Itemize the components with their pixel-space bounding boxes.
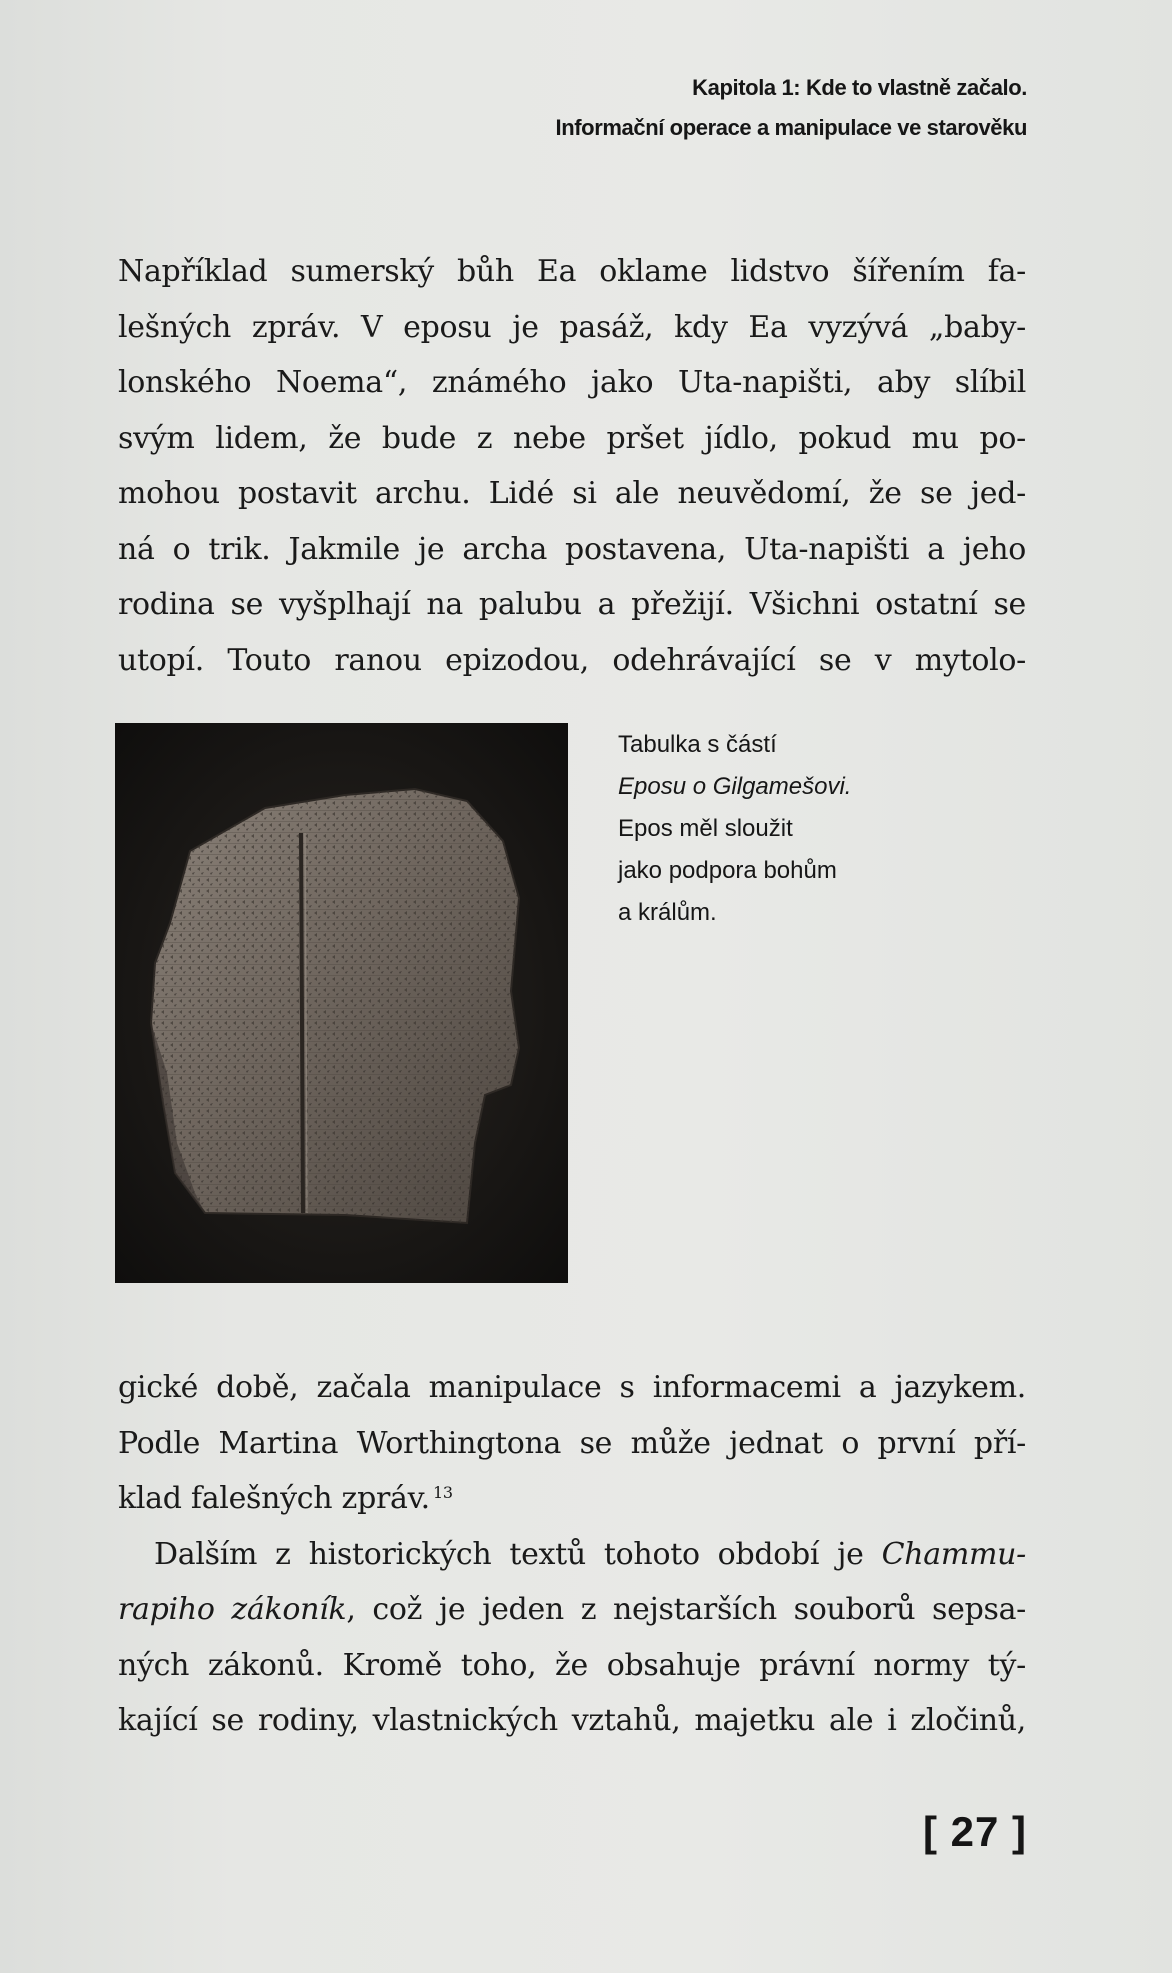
text-line: ných zákonů. Kromě toho, že obsahuje právní normy tý- (118, 1647, 1026, 1683)
figure-caption (618, 724, 938, 934)
text-line: mohou postavit archu. Lidé si ale neuvědomí, že se jed- (118, 476, 1026, 511)
running-head (556, 68, 1028, 148)
caption-line: Tabulka s částí (618, 731, 777, 758)
page-number: [ 27 ] (922, 1808, 1027, 1855)
text-line: rodina se vyšplhají na palubu a přežijí. Všichni ostatní se (118, 587, 1026, 622)
body-text-bottom (118, 1360, 1026, 1749)
clay-tablet-photo (115, 723, 568, 1283)
caption-line: a králům. (618, 899, 717, 926)
chapter-subtitle: Informační operace a manipulace ve starověku (555, 115, 1027, 140)
text-line: svým lidem, že bude z nebe pršet jídlo, pokud mu po- (118, 420, 1026, 456)
text-line (118, 1527, 1026, 1583)
body-text-top (118, 244, 1026, 688)
text-fragment: klad falešných zpráv. (118, 1481, 430, 1516)
italic-title: rapiho zákoník (118, 1592, 347, 1627)
text-line: Například sumerský bůh Ea oklame lidstvo šířením fa- (118, 254, 1026, 289)
text-line: gické době, začala manipulace s informacemi a jazykem. (118, 1370, 1026, 1405)
text-line: kající se rodiny, vlastnických vztahů, majetku ale i zločinů, (118, 1703, 1026, 1738)
text-fragment: Dalším z historických textů tohoto období je (154, 1536, 882, 1572)
text-line: Podle Martina Worthingtona se může jednat o první pří- (118, 1425, 1026, 1461)
text-line-last (118, 1471, 1026, 1527)
tablet-image (115, 723, 568, 1283)
text-line: ná o trik. Jakmile je archa postavena, Uta-napišti a jeho (118, 531, 1026, 567)
text-fragment: , což je jeden z nejstarších souborů sepsa- (346, 1592, 1026, 1627)
text-line: utopí. Touto ranou epizodou, odehrávající se v mytolo- (118, 642, 1026, 678)
caption-line: Epos měl sloužit (618, 815, 793, 842)
caption-line-title: Eposu o Gilgamešovi. (618, 773, 852, 800)
text-line (118, 1582, 1026, 1638)
italic-title: Chammu- (881, 1536, 1026, 1572)
text-line: lonského Noema“, známého jako Uta-napišti, aby slíbil (118, 365, 1026, 400)
text-line: lešných zpráv. V eposu je pasáž, kdy Ea vyzývá „baby- (118, 309, 1026, 345)
caption-line: jako podpora bohům (618, 857, 837, 884)
footnote-reference[interactable]: 13 (432, 1483, 453, 1502)
chapter-title: Kapitola 1: Kde to vlastně začalo. (692, 75, 1027, 100)
